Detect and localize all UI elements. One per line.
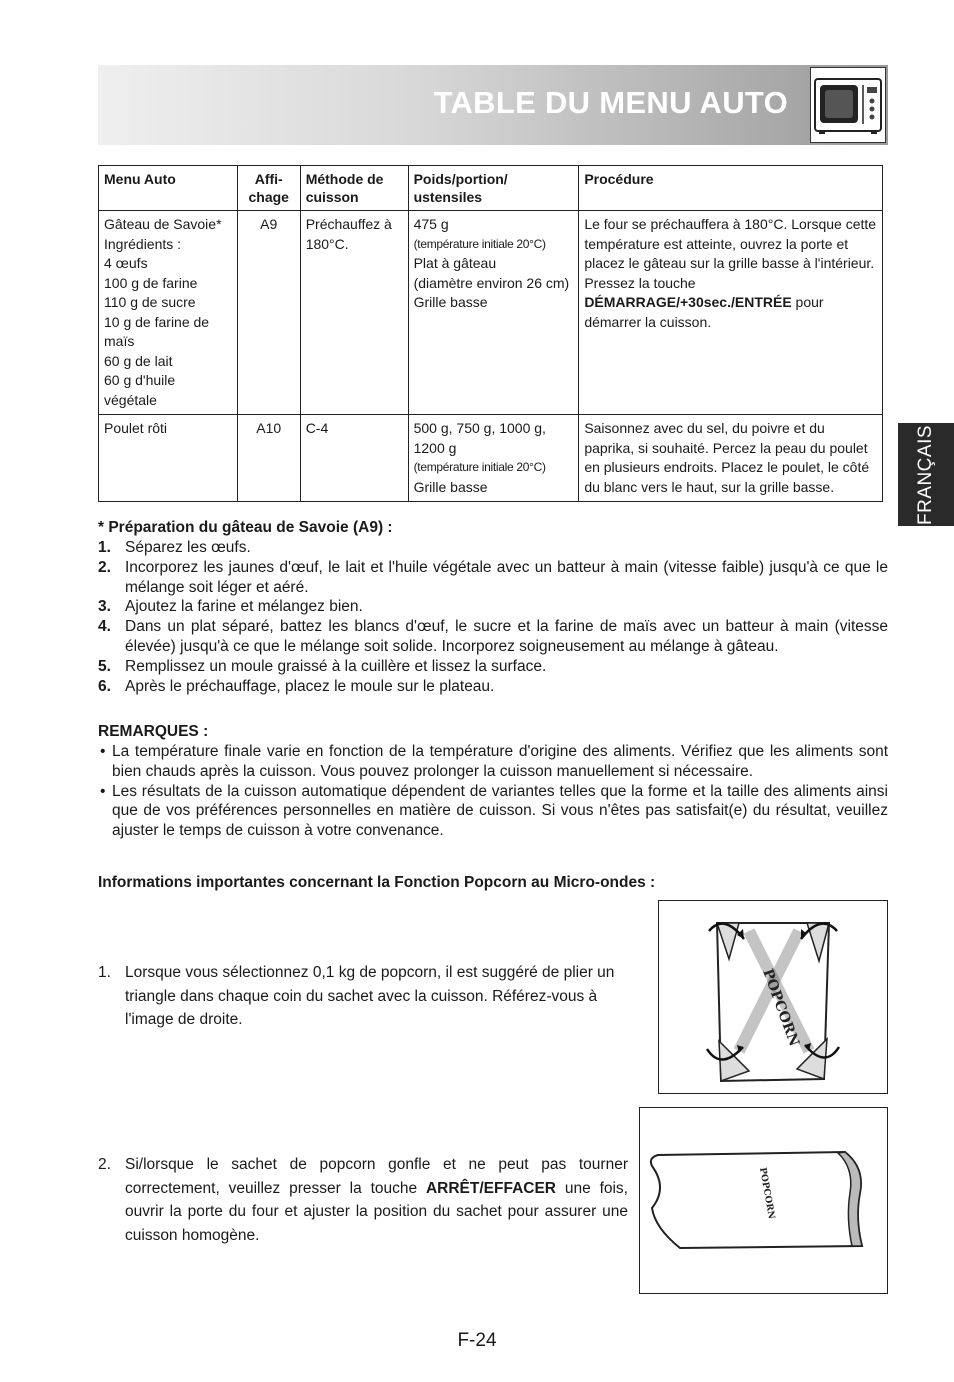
row1-poids-diam: (diamètre environ 26 cm)	[413, 274, 570, 291]
step-text: Après le préchauffage, placez le moule sur le plateau.	[125, 677, 495, 695]
row1-poids	[408, 211, 579, 415]
row2-poids-grille: Grille basse	[413, 478, 488, 495]
popcorn-step-1	[98, 961, 628, 1032]
popcorn-step-2	[98, 1153, 628, 1247]
step-number: 2.	[98, 1156, 111, 1173]
popcorn-bag-folded-icon	[659, 901, 887, 1093]
row1-procedure-a: Le four se préchauffera à 180°C. Lorsque cette température est atteinte, ouvrez la porte et placez le gâteau sur la grille basse à l'intérieur. Pressez la touche	[584, 216, 877, 291]
table-row	[99, 415, 883, 502]
header-menu: Menu Auto	[99, 166, 238, 211]
microwave-icon	[810, 67, 886, 143]
row1-menu: Gâteau de Savoie* Ingrédients : 4 œufs 100 g de farine 110 g de sucre 10 g de farine de maïs 60 g de lait 60 g d'huile végétale	[99, 211, 238, 415]
header-methode: Méthode de cuisson	[300, 166, 408, 211]
row1-poids-grille: Grille basse	[413, 294, 488, 310]
step-text-a: Si/lorsque le sachet de popcorn gonfle et ne peut pas tourner correctement, veuillez presser la touche	[125, 1156, 628, 1197]
list-item	[98, 677, 888, 697]
auto-menu-table	[98, 165, 883, 502]
language-tab	[898, 423, 954, 526]
page-number: F-24	[457, 1330, 497, 1351]
remark-text: Les résultats de la cuisson automatique dépendent de variantes telles que la forme et la taille des aliments ainsi que de vos préférences personnelles en matière de cuisson. Si vous n'êtes pas satisfait(e) du résultat, veuillez ajuster le temps de cuisson à votre convenance.	[112, 782, 888, 840]
row1-poids-temp: (température initiale 20°C)	[413, 236, 546, 251]
list-item	[98, 782, 888, 841]
popcorn-fold-illustration	[658, 900, 888, 1094]
row1-procedure-b: pour démarrer la cuisson.	[584, 294, 824, 330]
row2-poids-main: 500 g, 750 g, 1000 g, 1200 g	[413, 420, 546, 456]
step-text: Remplissez un moule graissé à la cuillère et lissez la surface.	[125, 657, 547, 675]
header-affichage: Affi- chage	[237, 166, 300, 211]
list-item	[98, 657, 888, 677]
language-tab-label: FRANÇAIS	[915, 424, 937, 525]
list-item	[98, 558, 888, 598]
row2-poids	[408, 415, 579, 502]
remark-text: La température finale varie en fonction de la température d'origine des aliments. Vérifiez que les aliments sont bien chauds après la cuisson. Vous pouvez prolonger la cuisson manuellement si nécessaire.	[112, 743, 888, 780]
step-number: 6.	[98, 677, 111, 695]
row2-menu: Poulet rôti	[99, 415, 238, 502]
preparation-steps	[98, 538, 888, 696]
table-header-row	[99, 166, 883, 211]
step-number: 1.	[98, 539, 111, 556]
remarks-list	[98, 742, 888, 841]
list-item	[98, 617, 888, 657]
row1-methode: Préchauffez à 180°C.	[300, 211, 408, 415]
row1-poids-main: 475 g	[413, 216, 449, 232]
list-item	[98, 538, 888, 558]
step-number: 4.	[98, 618, 111, 636]
popcorn-bag-inflated-icon	[640, 1108, 887, 1293]
step-text	[98, 1153, 628, 1247]
row1-procedure	[579, 211, 883, 415]
step-number: 1.	[98, 964, 111, 981]
step-text: Séparez les œufs.	[125, 539, 251, 556]
row2-procedure: Saisonnez avec du sel, du poivre et du paprika, si souhaité. Percez la peau du poulet en plusieurs endroits. Placez le poulet, le côté du blanc vers le haut, sur la grille basse.	[579, 415, 883, 502]
row1-poids-plat: Plat à gâteau	[413, 255, 497, 271]
bullet: •	[100, 782, 106, 800]
table-row	[99, 211, 883, 415]
stop-key-label: ARRÊT/EFFACER	[425, 1179, 557, 1197]
list-item	[98, 597, 888, 617]
row1-affichage: A9	[237, 211, 300, 415]
step-number: 2.	[98, 558, 111, 576]
row2-poids-temp: (température initiale 20°C)	[413, 460, 546, 474]
step-text: Incorporez les jaunes d'œuf, le lait et l'huile végétale avec un batteur à main (vitesse faible) jusqu'à ce que le mélange soit léger et aéré.	[125, 558, 888, 596]
step-number: 3.	[98, 598, 111, 616]
step-text: Lorsque vous sélectionnez 0,1 kg de popcorn, il est suggéré de plier un triangle dans chaque coin du sachet avec la cuisson. Référez-vous à l'image de droite.	[125, 964, 615, 1028]
step-text: Ajoutez la farine et mélangez bien.	[125, 598, 363, 616]
popcorn-inflated-illustration	[639, 1107, 888, 1294]
remarks-title: REMARQUES :	[98, 723, 209, 740]
page-title: TABLE DU MENU AUTO	[433, 85, 788, 120]
popcorn-title: Informations importantes concernant la Fonction Popcorn au Micro-ondes :	[98, 874, 656, 891]
step-text-b: une fois, ouvrir la porte du four et ajuster la position du sachet pour assurer une cuisson homogène.	[125, 1179, 628, 1244]
header-poids: Poids/portion/ ustensiles	[408, 166, 579, 211]
header-banner	[98, 65, 888, 145]
list-item	[98, 742, 888, 782]
bag-label-1: POPCORN	[759, 966, 802, 1049]
bag-label-2: POPCORN	[757, 1166, 776, 1220]
bullet: •	[100, 743, 106, 760]
row2-methode: C-4	[300, 415, 408, 502]
preparation-title: * Préparation du gâteau de Savoie (A9) :	[98, 519, 393, 536]
row2-affichage: A10	[237, 415, 300, 502]
step-number: 5.	[98, 657, 111, 675]
start-key-label: DÉMARRAGE/+30sec./ENTRÉE	[584, 294, 792, 310]
step-text: Dans un plat séparé, battez les blancs d'œuf, le sucre et la farine de maïs avec un batteur à main (vitesse élevée) jusqu'à ce que le mélange soit solide. Incorporez soigneusement au mélange à gâteau.	[125, 618, 888, 655]
header-procedure: Procédure	[579, 166, 883, 211]
